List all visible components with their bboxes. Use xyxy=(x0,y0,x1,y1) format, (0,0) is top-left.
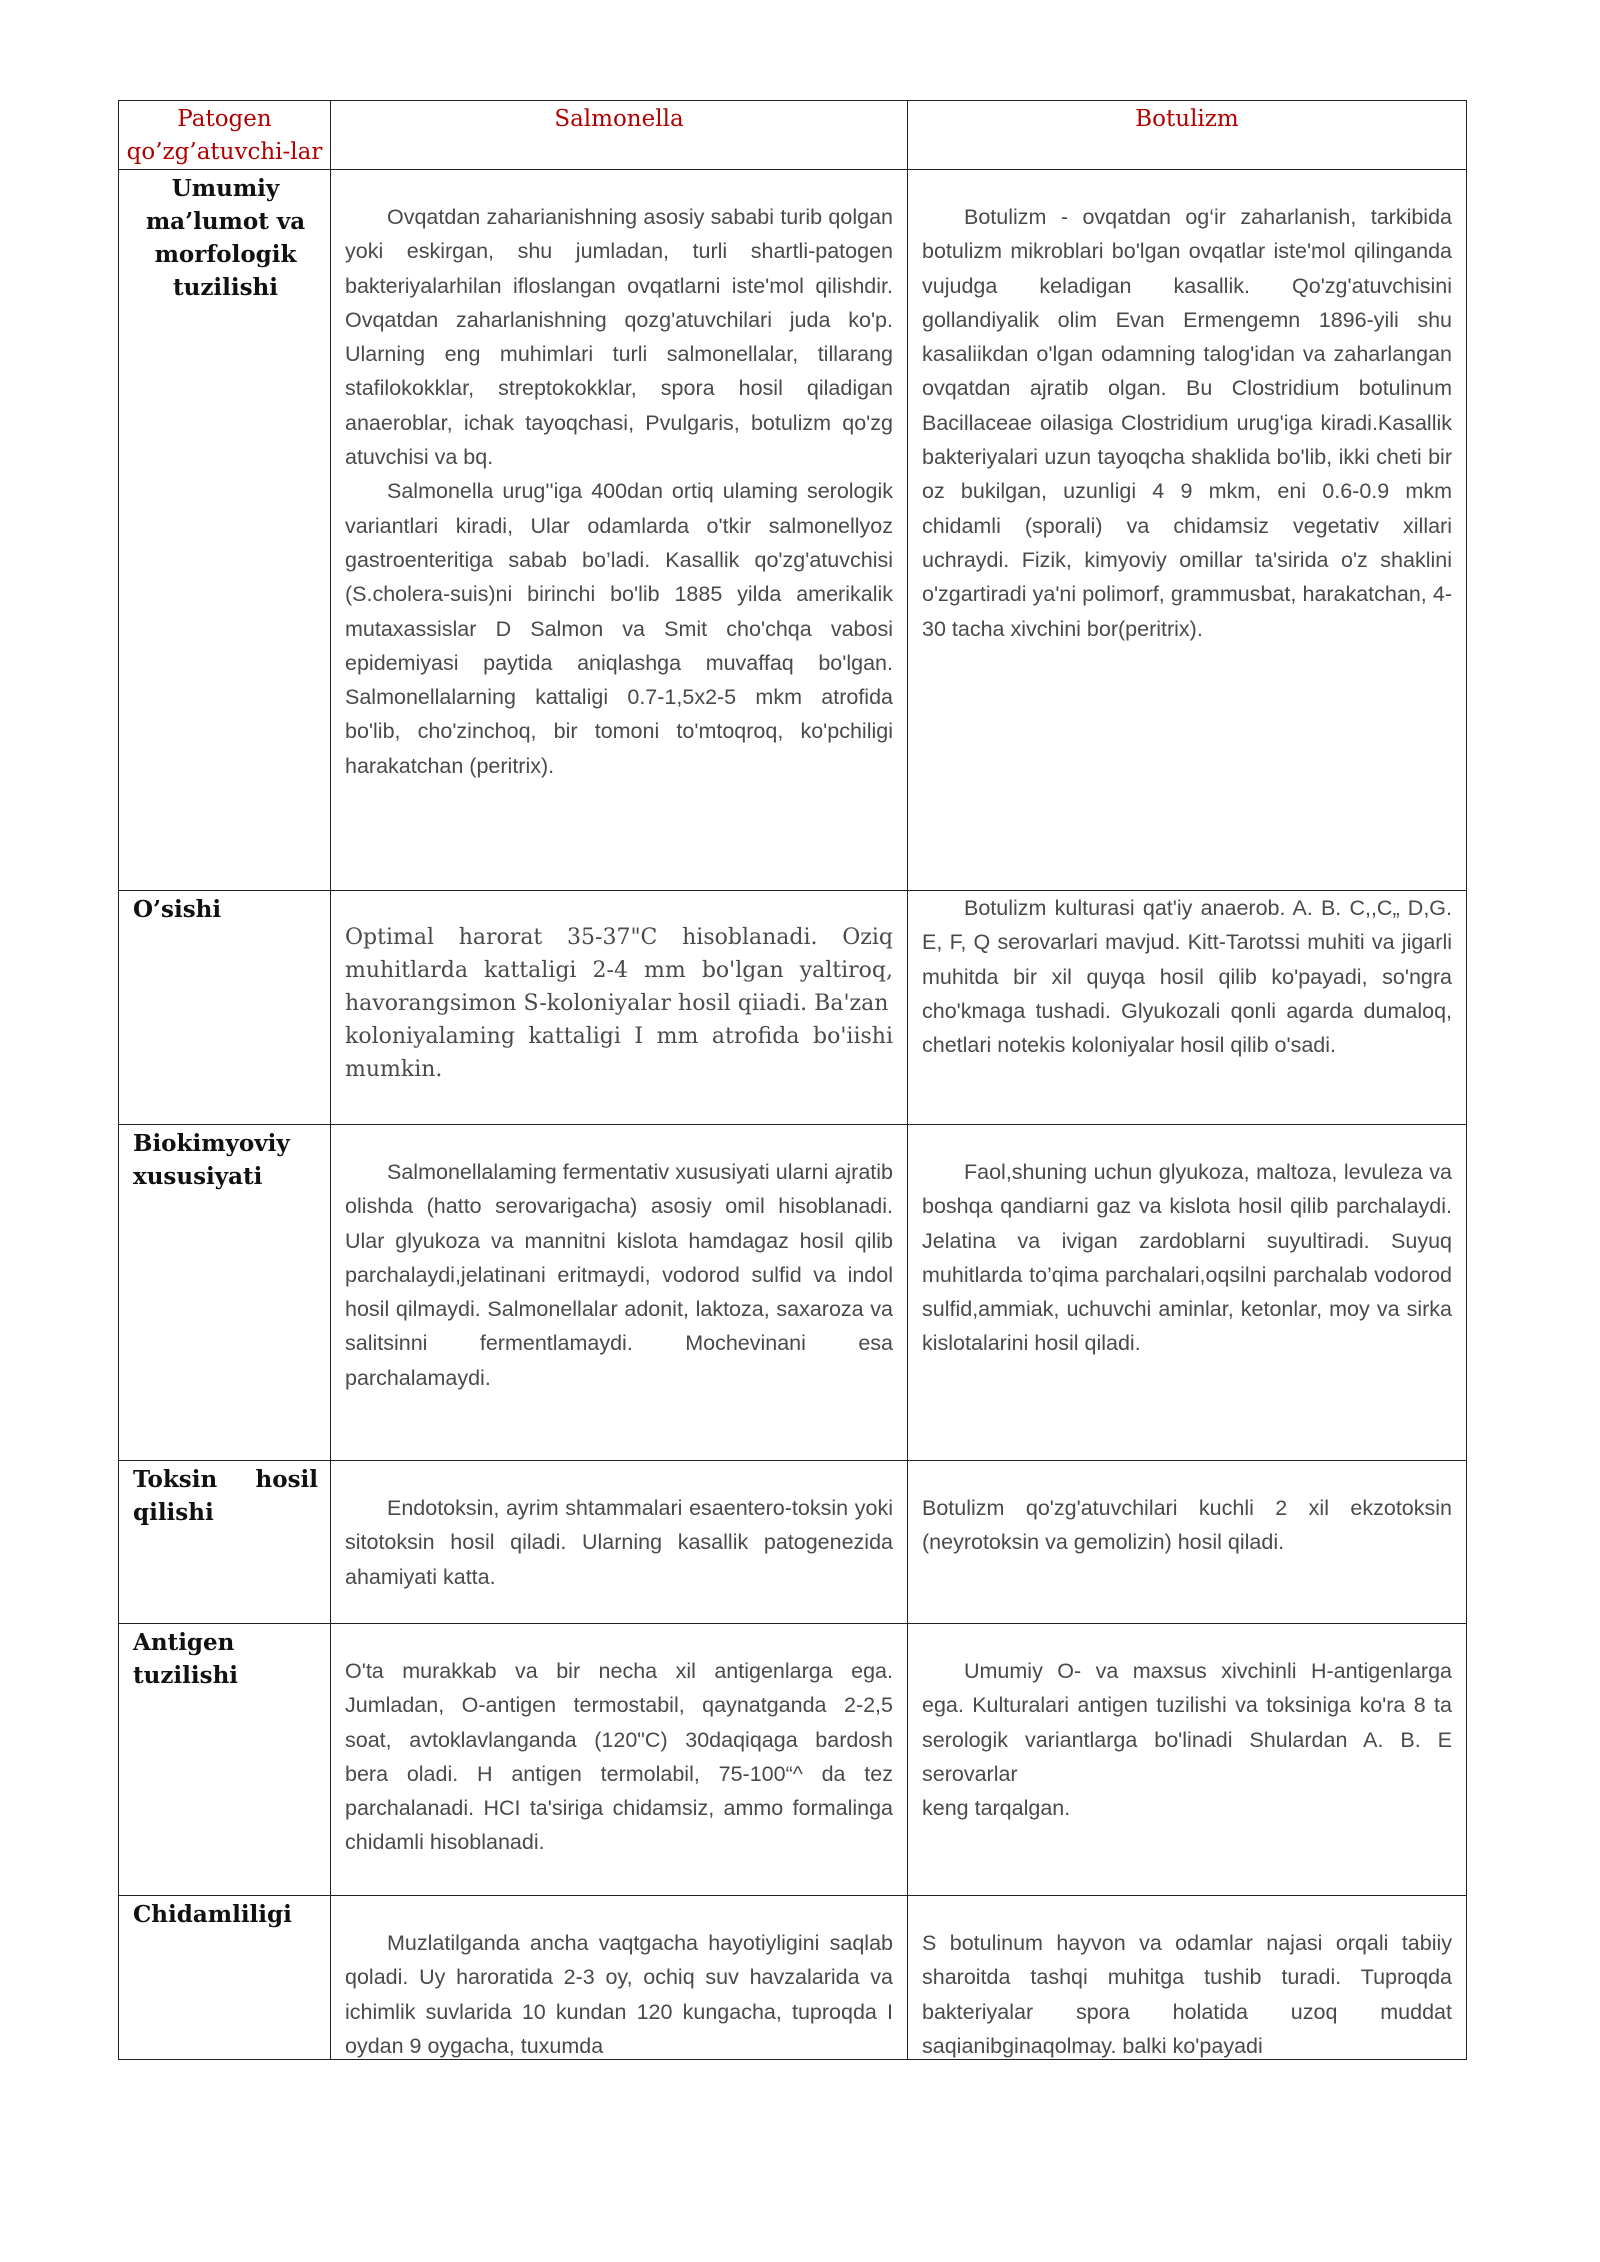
table-row xyxy=(119,1125,1467,1461)
paragraph: S botulinum hayvon va odamlar najasi orqali tabiiy sharoitda tashqi muhitga tushib turadi. Tuproqda bakteriyalar spora holatida uzoq muddat saqianibginaqolmay. balki ko'payadi xyxy=(922,1931,1452,2058)
row-label: Toksin hosil qilishi xyxy=(133,1466,318,1526)
salmonella-cell xyxy=(331,170,908,891)
table-row xyxy=(119,1624,1467,1896)
paragraph: Botulizm - ovqatdan og‘ir zaharlanish, tarkibida botulizm mikroblari bo'lgan ovqatlar iste'mol qilinganda vujudga keladigan kasallik. Qo'zg'atuvchisini gollandiyalik olim Evan Ermengemn 1896-yili shu kasaliikdan o'lgan odamning talog'idan va zaharlangan ovqatdan ajratib olgan. Bu Clostridium botulinum Bacillaceae oilasiga Clostridium urug'iga kiradi.Kasallik bakteriyalari uzun tayoqcha shaklida bo'lib, ikki cheti bir oz bukilgan, uzunligi 4 9 mkm, eni 0.6-0.9 mkm chidamli (sporali) va chidamsiz vegetativ xillari uchraydi. Fizik, kimyoviy omillar ta'sirida o'z shaklini o'zgartiradi ya'ni polimorf, grammusbat, harakatchan, 4-30 tacha xivchini bor(peritrix). xyxy=(922,205,1452,641)
row-label-cell xyxy=(119,1624,331,1896)
paragraph: Umumiy O- va maxsus xivchinli H-antigenlarga ega. Kulturalari antigen tuzilishi va toksiniga ko'ra 8 ta serologik variantlarga bo'linadi Shulardan A. B. E serovarlar xyxy=(922,1659,1452,1786)
salmonella-cell xyxy=(331,1896,908,2060)
table-row xyxy=(119,1896,1467,2060)
salmonella-cell xyxy=(331,1624,908,1896)
paragraph: Botulizm qo'zg'atuvchilari kuchli 2 xil ekzotoksin (neyrotoksin va gemolizin) hosil qiladi. xyxy=(922,1496,1452,1555)
paragraph: Salmonellalaming fermentativ xususiyati ularni ajratib olishda (hatto serovarigacha) asosiy omil hisoblanadi. Ular glyukoza va mannitni kislota hamdagaz hosil qilib parchalaydi,jelatinani eritmaydi, vodorod sulfid va indol hosil qilmaydi. Salmonellalar adonit, laktoza, saxaroza va salitsinni fermentlamaydi. Mochevinani esa parchalamaydi. xyxy=(345,1160,893,1390)
row-label: Chidamliligi xyxy=(133,1901,292,1928)
salmonella-text xyxy=(331,1125,907,1395)
header-cell-pathogen xyxy=(119,101,331,170)
paragraph: Ovqatdan zaharianishning asosiy sababi turib qolgan yoki eskirgan, shu jumladan, turli shartli-patogen bakteriyalarhilan ifloslangan ovqatlarni iste'mol qilishdir. Ovqatdan zaharlanishning qozg'atuvchilari juda ko'p. Ularning eng muhimlari turli salmonellalar, tillarang stafilokokklar, streptokokklar, spora hosil qiladigan anaeroblar, ichak tayoqchasi, Pvulgaris, botulizm qo'zg atuvchisi va bq. xyxy=(345,205,893,470)
salmonella-text xyxy=(331,891,907,1086)
paragraph: Muzlatilganda ancha vaqtgacha hayotiyligini saqlab qoladi. Uy haroratida 2-3 oy, ochiq suv havzalarida va ichimlik suvlarida 10 kundan 120 kungacha, tuproqda I oydan 9 oygacha, tuxumda xyxy=(345,1931,893,2058)
botulizm-text xyxy=(908,1125,1466,1361)
salmonella-text xyxy=(331,170,907,783)
comparison-table xyxy=(118,100,1467,2060)
botulizm-text xyxy=(908,1896,1466,2059)
row-label: Biokimyoviy xususiyati xyxy=(133,1130,290,1190)
paragraph: Salmonella urug''iga 400dan ortiq ulaming serologik variantlari kiradi, Ular odamlarda o'tkir salmonellyoz gastroenteritiga sabab bo’ladi. Kasallik qo'zg'atuvchisi (S.cholera-suis)ni birinchi bo'lib 1885 yilda amerikalik mutaxassislar D Salmon va Smit cho'chqa vabosi epidemiyasi paytida aniqlashga muvaffaq bo'lgan. Salmonellalarning kattaligi 0.7-1,5x2-5 mkm atrofida bo'lib, cho'zinchoq, bir tomoni to'mtoqroq, ko'pchiligi harakatchan (peritrix). xyxy=(345,479,893,778)
row-label-cell xyxy=(119,1125,331,1461)
row-label-cell xyxy=(119,891,331,1125)
salmonella-cell xyxy=(331,1125,908,1461)
paragraph: O'ta murakkab va bir necha xil antigenlarga ega. Jumladan, O-antigen termostabil, qaynatganda 2-2,5 soat, avtoklavlanganda (120"C) 30daqiqaga bardosh bera oladi. H antigen termolabil, 75-100“^ da tez parchalanadi. HCI ta'siriga chidamsiz, ammo formalinga chidamli hisoblanadi. xyxy=(345,1659,893,1855)
salmonella-text xyxy=(331,1461,907,1594)
botulizm-cell xyxy=(908,1624,1467,1896)
paragraph: Faol,shuning uchun glyukoza, maltoza, levuleza va boshqa qandiarni gaz va kislota hosil qilib parchalaydi. Jelatina va ivigan zardoblarni suyultiradi. Suyuq muhitlarda to’qima parchalari,oqsilni parchalab vodorod sulfid,ammiak, uchuvchi aminlar, ketonlar, moy va sirka kislotalarini hosil qiladi. xyxy=(922,1160,1452,1356)
row-label-cell xyxy=(119,1461,331,1624)
paragraph: keng tarqalgan. xyxy=(922,1796,1071,1821)
botulizm-text xyxy=(908,891,1466,1062)
row-label-cell xyxy=(119,1896,331,2060)
table-row xyxy=(119,170,1467,891)
row-label: Umumiy ma’lumot va morfologik tuzilishi xyxy=(145,175,306,301)
row-label-cell xyxy=(119,170,331,891)
paragraph: Optimal harorat 35-37"C hisoblanadi. Oziq muhitlarda kattaligi 2-4 mm bo'lgan yaltiroq, havorangsimon S-koloniyalar hosil qiiadi. Ba'zan xyxy=(345,925,893,1016)
row-label: O’sishi xyxy=(133,896,222,923)
salmonella-cell xyxy=(331,891,908,1125)
header-row xyxy=(119,101,1467,170)
table-row xyxy=(119,1461,1467,1624)
botulizm-cell xyxy=(908,891,1467,1125)
botulizm-cell xyxy=(908,170,1467,891)
paragraph: Botulizm kulturasi qat'iy anaerob. A. B. C,,C„ D,G. E, F, Q serovarlari mavjud. Kitt-Tarotssi muhiti va jigarli muhitda bir xil quyqa hosil qilib ko'payadi, so'ngra cho'kmaga tushadi. Glyukozali qonli agarda dumaloq, chetlari notekis koloniyalar hosil qilib o'sadi. xyxy=(922,896,1452,1058)
salmonella-text xyxy=(331,1624,907,1860)
row-label: Antigen tuzilishi xyxy=(133,1629,239,1689)
salmonella-cell xyxy=(331,1461,908,1624)
salmonella-text xyxy=(331,1896,907,2059)
botulizm-text xyxy=(908,1461,1466,1560)
header-cell-botulizm xyxy=(908,101,1467,170)
header-salmonella-label: Salmonella xyxy=(554,106,684,132)
paragraph: koloniyalaming kattaligi I mm atrofida bo'iishi mumkin. xyxy=(345,1024,893,1082)
table-row xyxy=(119,891,1467,1125)
paragraph: Endotoksin, ayrim shtammalari esaentero-toksin yoki sitotoksin hosil qiladi. Ularning kasallik patogenezida ahamiyati katta. xyxy=(345,1496,893,1589)
header-cell-salmonella xyxy=(331,101,908,170)
botulizm-text xyxy=(908,1624,1466,1825)
botulizm-cell xyxy=(908,1896,1467,2060)
header-botulizm-label: Botulizm xyxy=(1135,106,1239,132)
header-pathogen-label: Patogen qo’zg’atuvchi-lar xyxy=(126,106,323,165)
botulizm-cell xyxy=(908,1125,1467,1461)
botulizm-text xyxy=(908,170,1466,646)
botulizm-cell xyxy=(908,1461,1467,1624)
